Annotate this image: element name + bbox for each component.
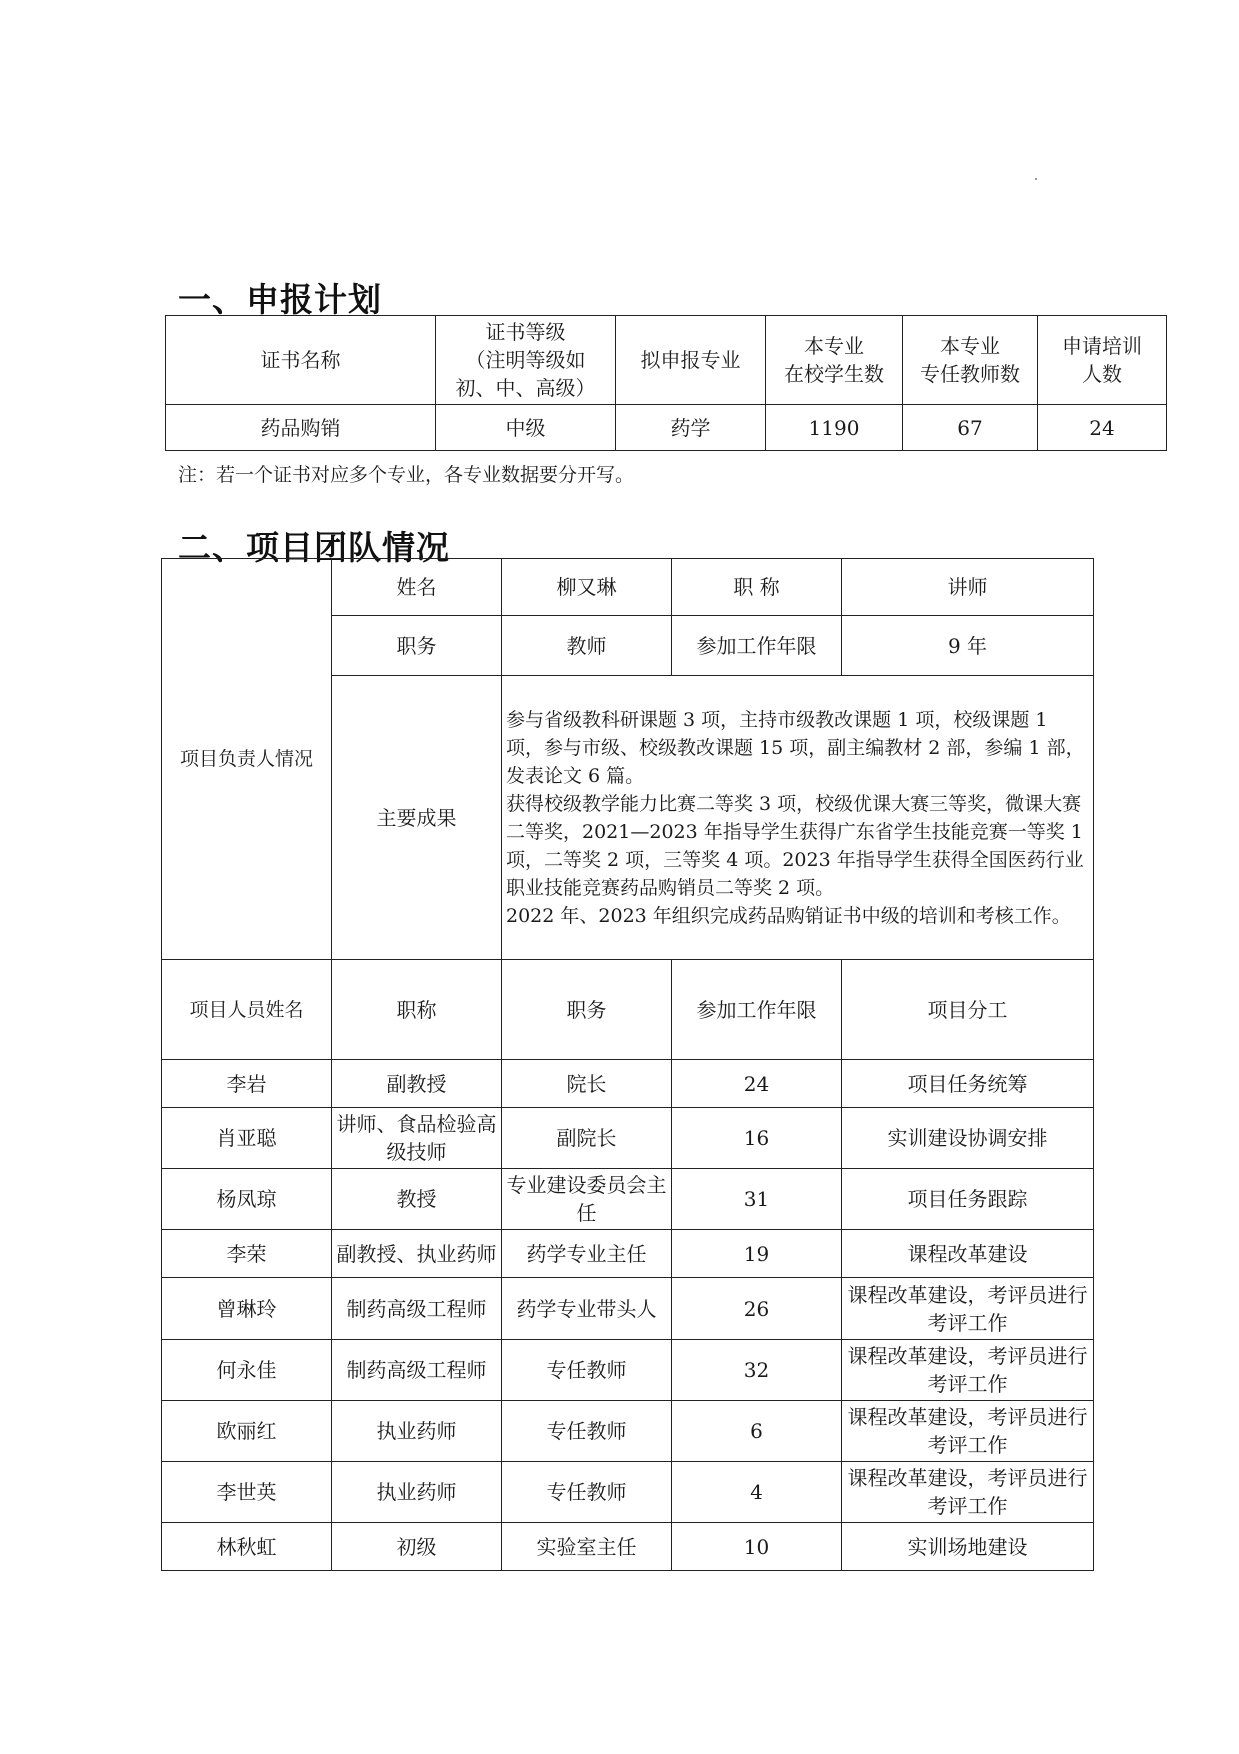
header-cert-level: 证书等级 （注明等级如 初、中、高级） xyxy=(436,316,616,405)
header-member-years: 参加工作年限 xyxy=(672,960,842,1060)
position-label: 职务 xyxy=(332,616,502,676)
plan-note: 注：若一个证书对应多个专业，各专业数据要分开写。 xyxy=(178,464,635,486)
cell-student-count: 1190 xyxy=(766,405,903,451)
title-value: 讲师 xyxy=(842,559,1094,616)
member-years: 19 xyxy=(672,1230,842,1278)
member-name: 李荣 xyxy=(162,1230,332,1278)
position-value: 教师 xyxy=(502,616,672,676)
achievement-paragraph: 参与省级教科研课题 3 项，主持市级教改课题 1 项，校级课题 1 项，参与市级、校级教改课题 15 项，副主编教材 2 部，参编 1 部，发表论文 6 篇。 xyxy=(506,708,1085,787)
header-training-count: 申请培训 人数 xyxy=(1038,316,1167,405)
plan-table xyxy=(165,315,1167,451)
header-member-position: 职务 xyxy=(502,960,672,1060)
table-row xyxy=(162,1401,1094,1462)
member-position: 药学专业带头人 xyxy=(502,1278,672,1340)
cell-cert-level: 中级 xyxy=(436,405,616,451)
member-title: 讲师、食品检验高级技师 xyxy=(332,1108,502,1169)
years-label: 参加工作年限 xyxy=(672,616,842,676)
achievement-paragraph: 获得校级教学能力比赛二等奖 3 项，校级优课大赛三等奖，微课大赛二等奖，2021—2023 年指导学生获得广东省学生技能竞赛一等奖 1 项，二等奖 2 项，三等奖 4 项。2023 年指导学生获得全国医药行业职业技能竞赛药品购销员二等奖 2 项。 xyxy=(506,792,1084,899)
leader-row-name xyxy=(162,559,1094,616)
table-row xyxy=(162,1169,1094,1230)
member-name: 欧丽红 xyxy=(162,1401,332,1462)
table-row xyxy=(162,1340,1094,1401)
team-table xyxy=(161,558,1094,1571)
member-position: 专任教师 xyxy=(502,1340,672,1401)
member-role: 课程改革建设，考评员进行考评工作 xyxy=(842,1401,1094,1462)
header-teacher-count: 本专业 专任教师数 xyxy=(903,316,1038,405)
member-position: 实验室主任 xyxy=(502,1523,672,1571)
member-role: 课程改革建设，考评员进行考评工作 xyxy=(842,1462,1094,1523)
member-name: 李岩 xyxy=(162,1060,332,1108)
achievements-label: 主要成果 xyxy=(332,676,502,960)
header-student-count: 本专业 在校学生数 xyxy=(766,316,903,405)
member-title: 制药高级工程师 xyxy=(332,1340,502,1401)
member-years: 10 xyxy=(672,1523,842,1571)
plan-header-row xyxy=(166,316,1167,405)
header-cert-name: 证书名称 xyxy=(166,316,436,405)
title-label: 职 称 xyxy=(672,559,842,616)
member-name: 林秋虹 xyxy=(162,1523,332,1571)
member-title: 教授 xyxy=(332,1169,502,1230)
member-years: 31 xyxy=(672,1169,842,1230)
member-years: 24 xyxy=(672,1060,842,1108)
table-row xyxy=(162,1523,1094,1571)
scan-speck xyxy=(1035,178,1037,180)
cell-major: 药学 xyxy=(616,405,766,451)
member-title: 副教授、执业药师 xyxy=(332,1230,502,1278)
member-name: 杨凤琼 xyxy=(162,1169,332,1230)
member-years: 26 xyxy=(672,1278,842,1340)
member-position: 药学专业主任 xyxy=(502,1230,672,1278)
cell-cert-name: 药品购销 xyxy=(166,405,436,451)
member-title: 执业药师 xyxy=(332,1401,502,1462)
member-years: 4 xyxy=(672,1462,842,1523)
member-role: 实训场地建设 xyxy=(842,1523,1094,1571)
plan-data-row xyxy=(166,405,1167,451)
member-name: 肖亚聪 xyxy=(162,1108,332,1169)
name-label: 姓名 xyxy=(332,559,502,616)
member-title: 执业药师 xyxy=(332,1462,502,1523)
table-row xyxy=(162,1462,1094,1523)
member-name: 何永佳 xyxy=(162,1340,332,1401)
table-row xyxy=(162,1060,1094,1108)
member-name: 李世英 xyxy=(162,1462,332,1523)
achievement-paragraph: 2022 年、2023 年组织完成药品购销证书中级的培训和考核工作。 xyxy=(506,904,1071,927)
members-header-row xyxy=(162,960,1094,1060)
section1-heading: 一、申报计划 xyxy=(178,280,382,319)
table-row xyxy=(162,1108,1094,1169)
member-title: 副教授 xyxy=(332,1060,502,1108)
member-role: 项目任务跟踪 xyxy=(842,1169,1094,1230)
member-years: 6 xyxy=(672,1401,842,1462)
table-row xyxy=(162,1230,1094,1278)
name-value: 柳又琳 xyxy=(502,559,672,616)
member-title: 初级 xyxy=(332,1523,502,1571)
member-position: 副院长 xyxy=(502,1108,672,1169)
member-years: 16 xyxy=(672,1108,842,1169)
achievements-text xyxy=(502,676,1094,960)
header-major: 拟申报专业 xyxy=(616,316,766,405)
member-role: 项目任务统筹 xyxy=(842,1060,1094,1108)
member-position: 专任教师 xyxy=(502,1401,672,1462)
member-title: 制药高级工程师 xyxy=(332,1278,502,1340)
member-position: 专任教师 xyxy=(502,1462,672,1523)
header-member-name: 项目人员姓名 xyxy=(162,960,332,1060)
years-value: 9 年 xyxy=(842,616,1094,676)
member-role: 课程改革建设，考评员进行考评工作 xyxy=(842,1340,1094,1401)
member-role: 课程改革建设，考评员进行考评工作 xyxy=(842,1278,1094,1340)
member-name: 曾琳玲 xyxy=(162,1278,332,1340)
header-member-title: 职称 xyxy=(332,960,502,1060)
member-role: 课程改革建设 xyxy=(842,1230,1094,1278)
header-member-role: 项目分工 xyxy=(842,960,1094,1060)
leader-section-label: 项目负责人情况 xyxy=(162,559,332,960)
member-role: 实训建设协调安排 xyxy=(842,1108,1094,1169)
section2-heading: 二、项目团队情况 xyxy=(178,528,450,567)
member-position: 专业建设委员会主任 xyxy=(502,1169,672,1230)
cell-training-count: 24 xyxy=(1038,405,1167,451)
cell-teacher-count: 67 xyxy=(903,405,1038,451)
table-row xyxy=(162,1278,1094,1340)
member-years: 32 xyxy=(672,1340,842,1401)
member-position: 院长 xyxy=(502,1060,672,1108)
